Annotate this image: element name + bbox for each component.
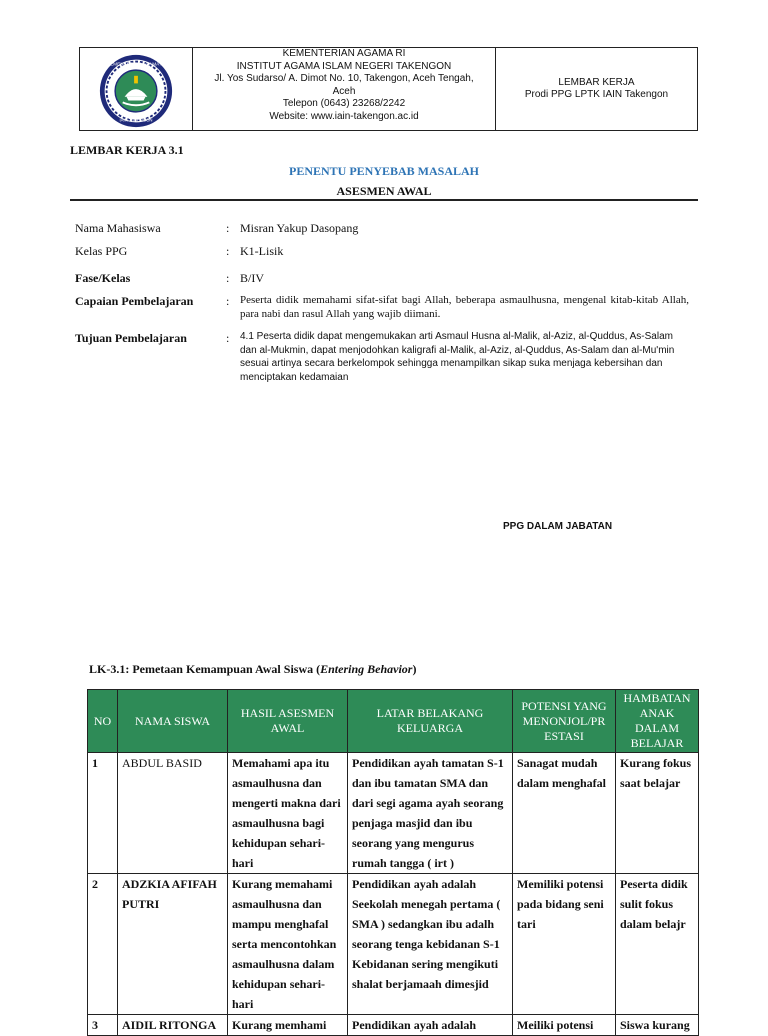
capaian-colon: :	[226, 294, 230, 308]
logo-bottom-text: IAIN TAKENGON	[119, 117, 153, 123]
org-line-phone: Telepon (0643) 23268/2242	[282, 98, 406, 109]
col-header-potensi: POTENSI YANG MENONJOL/PR ESTASI	[513, 690, 616, 753]
section-title: PENENTU PENYEBAB MASALAH	[288, 164, 480, 178]
kelas-value: K1-Lisik	[240, 244, 284, 258]
title-divider	[70, 199, 698, 201]
institution-info	[193, 48, 496, 130]
table-row	[88, 874, 699, 1015]
tujuan-value: 4.1 Peserta didik dapat mengemukakan arti Asmaul Husna al-Malik, al-Aziz, al-Quddus, As-Salam dan al-Mukmin, dapat menjodohkan kaligrafi al-Malik, al-Aziz, al-Quddus, As-Salam dan al-Mu'min sesuai artinya secara berkelompok sehingga menampilkan sikap suka menjaga kebersihan dan menciptakan kedamaian	[240, 331, 675, 383]
col-header-no: NO	[88, 690, 118, 753]
kelas-colon: :	[226, 244, 230, 258]
col-header-hasil: HASIL ASESMEN AWAL	[228, 690, 348, 753]
cell-nama: AIDIL RITONGA	[118, 1015, 228, 1036]
cell-potensi: Sanagat mudah dalam menghafal	[513, 753, 616, 874]
doc-type-title: LEMBAR KERJA	[558, 76, 635, 88]
table-row	[88, 1015, 699, 1036]
nama-value: Misran Yakup Dasopang	[240, 221, 359, 235]
nama-label: Nama Mahasiswa	[75, 221, 161, 235]
logo-top-text: KEMENTERIAN AGAMA RI	[106, 62, 166, 68]
capaian-label: Capaian Pembelajaran	[75, 294, 194, 308]
cell-latar: Pendidikan ayah adalah Seekolah menegah pertama ( SMA ) sedangkan ibu adalh seorang tenga kebidanan S-1 Kebidanan sering mengikuti shalat berjamaah dimesjid	[348, 874, 513, 1015]
assessment-table	[87, 689, 699, 1036]
fase-value: B/IV	[240, 271, 264, 285]
document-type-cell	[496, 48, 697, 130]
nama-colon: :	[226, 221, 230, 235]
cell-nama: ABDUL BASID	[118, 753, 228, 874]
org-line-address: Jl. Yos Sudarso/ A. Dimot No. 10, Takengon, Aceh Tengah,	[214, 73, 474, 84]
lk-caption-end: )	[412, 662, 417, 676]
ppg-label: PPG DALAM JABATAN	[503, 521, 613, 532]
fase-label: Fase/Kelas	[75, 271, 131, 285]
lk-caption-text: LK-3.1: Pemetaan Kemampuan Awal Siswa (	[89, 662, 321, 676]
cell-nama: ADZKIA AFIFAH PUTRI	[118, 874, 228, 1015]
org-line-ministry: KEMENTERIAN AGAMA RI	[282, 48, 406, 59]
table-row	[88, 753, 699, 874]
cell-no: 2	[88, 874, 118, 1015]
logo-cell	[80, 48, 193, 130]
letterhead	[79, 47, 698, 131]
cell-latar: Pendidikan ayah adalah	[348, 1015, 513, 1036]
cell-no: 1	[88, 753, 118, 874]
cell-latar: Pendidikan ayah tamatan S-1 dan ibu tamatan SMA dan dari segi agama ayah seorang penjaga masjid dan ibu seorang yang mengurus rumah tangga ( irt )	[348, 753, 513, 874]
lembar-kerja-title: LEMBAR KERJA 3.1	[70, 143, 184, 157]
cell-potensi: Memiliki potensi pada bidang seni tari	[513, 874, 616, 1015]
cell-hambatan: Siswa kurang	[616, 1015, 699, 1036]
org-line-website: Website: www.iain-takengon.ac.id	[269, 110, 419, 122]
iain-takengon-logo	[97, 53, 175, 129]
table-header-row	[88, 690, 699, 753]
doc-type-program: Prodi PPG LPTK IAIN Takengon	[524, 89, 669, 100]
cell-hasil: Kurang memahami asmaulhusna dan mampu menghafal serta mencontohkan asmaulhusna dalam kehidupan sehari-hari	[228, 874, 348, 1015]
col-header-hambatan: HAMBATAN ANAK DALAM BELAJAR	[616, 690, 699, 753]
fase-colon: :	[226, 271, 230, 285]
org-line-province: Aceh	[332, 85, 356, 97]
section-subtitle: ASESMEN AWAL	[336, 184, 432, 198]
tujuan-colon: :	[226, 331, 230, 345]
cell-no: 3	[88, 1015, 118, 1036]
kelas-label: Kelas PPG	[75, 244, 128, 258]
lk-caption-italic: Entering Behavior	[320, 662, 413, 676]
capaian-value: Peserta didik memahami sifat-sifat bagi Allah, beberapa asmaulhusna, mengenal kitab-kitab Allah, para nabi dan rasul Allah yang wajib diimani.	[240, 294, 689, 320]
cell-hambatan: Peserta didik sulit fokus dalam belajr	[616, 874, 699, 1015]
cell-hasil: Kurang memhami	[228, 1015, 348, 1036]
tujuan-label: Tujuan Pembelajaran	[75, 331, 187, 345]
cell-hambatan: Kurang fokus saat belajar	[616, 753, 699, 874]
cell-potensi: Meiliki potensi	[513, 1015, 616, 1036]
col-header-nama: NAMA SISWA	[118, 690, 228, 753]
lk-caption	[89, 662, 416, 677]
col-header-latar: LATAR BELAKANG KELUARGA	[348, 690, 513, 753]
cell-hasil: Memahami apa itu asmaulhusna dan mengerti makna dari asmaulhusna bagi kehidupan sehari-hari	[228, 753, 348, 874]
org-line-institute: INSTITUT AGAMA ISLAM NEGERI TAKENGON	[236, 60, 452, 72]
